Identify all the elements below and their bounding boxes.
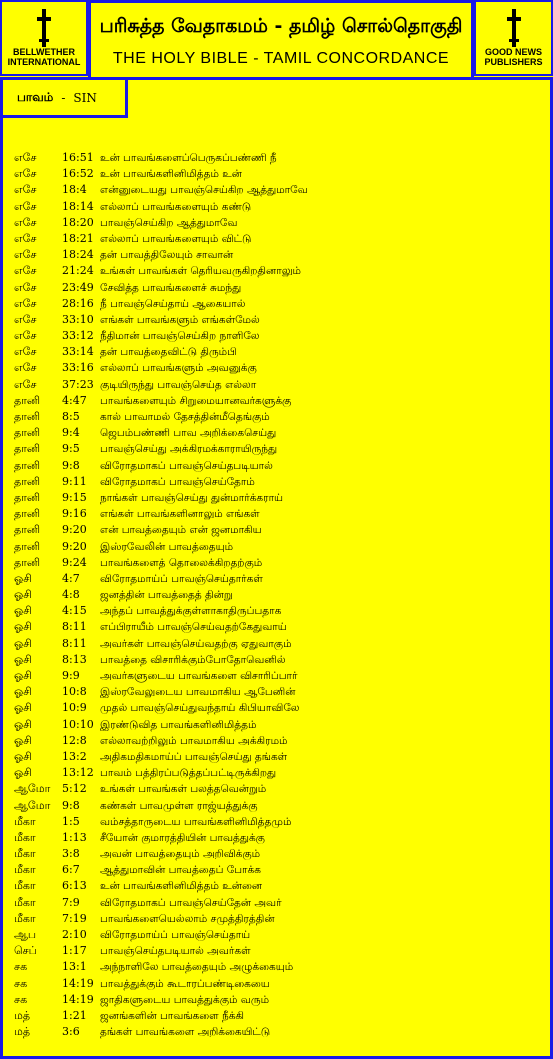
list-item [14,409,544,425]
entry-text: அவன் பாவத்தையும் அறிவிக்கும் [100,848,261,861]
entry-reference: 10:9 [62,701,87,715]
entry-book: தானி [14,555,41,569]
entry-book: சக [14,976,28,990]
list-item [14,700,544,716]
entry-book: எசே [14,151,37,164]
entry-reference: 8:5 [62,410,80,423]
entry-text: தங்கள் பாவங்களை அறிக்கையிட்டு [100,1026,271,1039]
entry-reference: 14:19 [62,976,94,990]
entry-text: ஜெபம்பண்ணி பாவ அறிக்கைசெய்து [100,427,277,440]
logo-line2: INTERNATIONAL [7,57,81,67]
list-item [14,312,544,328]
entry-book: தானி [14,426,41,440]
entry-reference: 1:21 [62,1008,87,1022]
list-item [14,231,544,247]
entry-book: ஓசி [14,620,32,634]
list-item [14,684,544,700]
logo-line1: GOOD NEWS [484,47,542,57]
entry-text: ஜாதிகளுடைய பாவத்துக்கும் வரும் [100,993,270,1006]
entry-text: பாவஞ்செய்தபடியால் அவர்கள் [100,945,251,958]
entry-text: பாவங்களையும் சிறுமையானவர்களுக்கு [100,394,292,407]
entry-reference: 33:10 [62,312,94,326]
list-item [14,846,544,862]
entry-text: பாவத்தை விசாரிக்கும்போதோவெனில் [100,653,286,666]
list-item [14,263,544,279]
list-item [14,798,544,814]
entry-book: தானி [14,523,41,537]
page-header [0,0,553,80]
entry-reference: 14:19 [62,992,94,1006]
entry-text: ஜனங்களின் பாவங்களை நீக்கி [100,1009,245,1022]
list-item [14,862,544,878]
list-item [14,927,544,943]
entry-reference: 33:14 [62,345,94,359]
entry-book: தானி [14,393,41,407]
entry-book: எசே [14,167,37,181]
list-item [14,377,544,393]
entry-book: தானி [14,474,41,488]
entry-reference: 23:49 [62,280,94,294]
entry-text: இஸ்ரவேலின் பாவத்தையும் [100,540,234,553]
list-item [14,1008,544,1024]
entry-reference: 9:20 [62,523,87,537]
entry-book: மீகா [14,863,36,877]
entry-reference: 18:20 [62,215,94,229]
entry-text: கால் பாவாமல் தேசத்தின்மீதெங்கும் [100,411,270,423]
entry-text: பாவஞ்செய்து அக்கிரமக்காராயிருந்து [100,443,278,456]
list-item [14,166,544,182]
entry-book: சக [14,992,28,1006]
entry-book: எசே [14,183,37,197]
entry-book: செப் [14,944,37,958]
entry-reference: 2:10 [62,928,87,941]
list-item [14,992,544,1008]
word-tamil: பாவம் [17,89,54,104]
cross-icon [507,9,521,47]
entry-book: தானி [14,410,41,423]
entry-text: தன் பாவத்திலேயும் சாவான் [100,249,234,262]
entry-book: மீகா [14,814,36,828]
entry-text: எங்கள் பாவங்களும் எங்கள்மேல் [100,313,260,326]
entry-book: எசே [14,199,37,213]
logo-line2: PUBLISHERS [484,57,543,67]
entry-text: பாவங்களைத் தொலைக்கிறதற்கும் [100,556,263,569]
entry-text: உன் பாவங்களினிமித்தம் உன் [100,168,242,181]
list-item [14,814,544,830]
list-item [14,328,544,344]
entry-book: ஆமோ [14,782,51,796]
entry-reference: 6:7 [62,863,80,877]
entry-reference: 10:10 [62,717,94,731]
entry-reference: 28:16 [62,296,94,310]
entry-book: ஓசி [14,669,32,682]
entry-book: ஓசி [14,701,32,715]
entry-reference: 21:24 [62,264,94,278]
entry-book: ஓசி [14,604,32,618]
entry-book: எசே [14,264,37,278]
entry-reference: 8:11 [62,620,87,634]
entry-book: ஓசி [14,685,32,699]
list-item [14,522,544,538]
entry-book: எசே [14,377,37,391]
entry-text: எல்லாப் பாவங்களும் அவனுக்கு [100,362,257,375]
entry-text: சீயோன் குமாரத்தியின் பாவத்துக்கு [100,831,265,844]
entry-text: என் பாவத்தையும் என் ஜனமாகிய [100,524,262,537]
list-item [14,733,544,749]
frame-left-border [0,118,3,1059]
list-item [14,296,544,312]
word-english: SIN [73,90,97,105]
entry-text: கண்கள் பாவமுள்ள ராஜ்யத்துக்கு [100,799,258,812]
entry-text: பாவம் பத்திரப்படுத்தப்பட்டிருக்கிறது [100,767,277,780]
list-item [14,830,544,846]
entry-reference: 9:8 [62,798,80,812]
entry-book: ஆப [14,928,37,941]
entry-reference: 9:20 [62,539,87,553]
entry-reference: 33:16 [62,361,94,375]
entry-text: அந்நாளிலே பாவத்தையும் அழுக்கையும் [100,961,294,974]
entry-reference: 1:5 [62,814,80,828]
entry-book: எசே [14,329,37,343]
entry-book: மத் [14,1025,31,1039]
entry-text: எப்பிராயீம் பாவஞ்செய்வதற்கேதுவாய் [100,621,287,634]
list-item [14,587,544,603]
entry-book: ஓசி [14,571,32,585]
list-item [14,393,544,409]
bellwether-logo [0,0,88,76]
list-item [14,474,544,490]
entry-reference: 33:12 [62,329,94,343]
page-title-english: THE HOLY BIBLE - TAMIL CONCORDANCE [112,49,450,67]
list-item [14,765,544,781]
entry-text: விரோதமாகப் பாவஞ்செய்தோம் [100,475,255,488]
list-item [14,441,544,457]
entry-book: எசே [14,280,37,294]
list-item [14,717,544,733]
entry-book: தானி [14,539,41,553]
list-item [14,911,544,927]
entry-text: பாவஞ்செய்கிற ஆத்துமாவே [100,216,238,229]
list-item [14,1024,544,1040]
entry-reference: 3:8 [62,847,80,861]
entry-reference: 16:52 [62,167,94,181]
list-item [14,215,544,231]
list-item [14,182,544,198]
entry-text: பாவத்துக்கும் கூடாரப்பண்டிகையை [100,977,270,990]
list-item [14,976,544,992]
cross-icon [37,9,51,47]
entry-text: நீ பாவஞ்செய்தாய் ஆகையால் [100,297,246,310]
entry-reference: 3:6 [62,1025,80,1039]
entry-text: அவர்களுடைய பாவங்களை விசாரிப்பார் [100,670,298,682]
list-item [14,636,544,652]
list-item [14,781,544,797]
entry-book: எசே [14,248,37,262]
entry-book: ஓசி [14,766,32,780]
entry-reference: 18:14 [62,199,94,213]
entry-reference: 13:1 [62,960,87,974]
list-item [14,458,544,474]
entry-book: எசே [14,345,37,359]
entry-book: மீகா [14,830,36,844]
entry-text: உன் பாவங்களைப்பெருகப்பண்ணி நீ [100,152,277,164]
entry-reference: 9:11 [62,474,87,488]
entry-text: நாங்கள் பாவஞ்செய்து துன்மார்க்கராய் [100,491,284,504]
entry-text: முதல் பாவஞ்செய்துவந்தாய் கிபியாவிலே [100,702,300,715]
entry-text: பாவங்களையெல்லாம் சமுத்திரத்தின் [100,912,275,925]
entry-reference: 13:2 [62,749,87,763]
entry-book: மத் [14,1008,31,1022]
list-item [14,895,544,911]
entry-book: ஓசி [14,749,32,763]
entry-text: தன் பாவத்தைவிட்டு திரும்பி [100,346,237,359]
entry-book: மீகா [14,911,36,925]
list-item [14,360,544,376]
entry-text: வம்சத்தாருடைய பாவங்களினிமித்தமும் [100,815,292,828]
entry-text: இரண்டுவித பாவங்களினிமித்தம் [100,718,257,731]
entry-text: அவர்கள் பாவஞ்செய்வதற்கு ஏதுவாகும் [100,637,292,650]
entry-text: என்னுடையது பாவஞ்செய்கிற ஆத்துமாவே [100,184,308,197]
entry-reference: 9:5 [62,442,80,456]
page-title-tamil: பரிசுத்த வேதாகமம் - தமிழ் சொல்தொகுதி [99,14,463,37]
entry-text: விரோதமாகப் பாவஞ்செய்தபடியால் [100,459,273,472]
list-item [14,603,544,619]
entry-book: தானி [14,442,41,456]
entry-text: அந்தப் பாவத்துக்குள்ளாகாதிருப்பதாக [100,605,282,618]
entry-reference: 18:24 [62,248,94,262]
entry-text: எங்கள் பாவங்களினாலும் எங்கள் [100,508,260,521]
entry-text: எல்லாப் பாவங்களையும் கண்டு [100,200,252,213]
entry-reference: 7:19 [62,911,87,925]
list-item [14,619,544,635]
list-item [14,199,544,215]
logo-line1: BELLWETHER [13,47,75,57]
entry-book: எசே [14,361,37,375]
goodnews-logo [474,0,553,76]
entry-reference: 5:12 [62,782,87,796]
entry-reference: 9:15 [62,490,87,504]
entry-book: ஆமோ [14,798,51,812]
list-item [14,555,544,571]
list-item [14,539,544,555]
entry-book: எசே [14,231,37,245]
entry-book: ஓசி [14,652,32,666]
entry-text: எல்லாவற்றிலும் பாவமாகிய அக்கிரமம் [100,734,288,747]
entry-book: எசே [14,215,37,229]
entry-text: உன் பாவங்களினிமித்தம் உன்னை [100,880,263,893]
list-item [14,490,544,506]
entry-reference: 8:11 [62,636,87,650]
entry-text: ஜனத்தின் பாவத்தைத் தின்று [100,589,233,602]
entry-reference: 9:9 [62,669,80,682]
entry-reference: 12:8 [62,733,87,747]
search-word-box [0,80,128,118]
entry-text: விரோதமாய்ப் பாவஞ்செய்தாய் [100,929,251,941]
entry-text: அதிகமதிகமாய்ப் பாவஞ்செய்து தங்கள் [100,750,288,763]
entry-reference: 1:17 [62,944,87,958]
entry-text: எல்லாப் பாவங்களையும் விட்டு [100,232,252,245]
entry-book: ஓசி [14,588,32,602]
entry-book: எசே [14,296,37,310]
entry-text: சேவித்த பாவங்களைச் சுமந்து [100,281,242,294]
title-box [88,0,474,80]
entry-reference: 4:8 [62,588,80,602]
concordance-list [14,150,544,1040]
entry-reference: 13:12 [62,766,94,780]
entry-reference: 7:9 [62,895,80,909]
entry-reference: 18:21 [62,231,94,245]
entry-book: தானி [14,507,41,521]
entry-reference: 10:8 [62,685,87,699]
entry-text: குடியிருந்து பாவஞ்செய்த எல்லா [100,378,257,391]
entry-reference: 1:13 [62,830,87,844]
list-item [14,425,544,441]
list-item [14,668,544,684]
list-item [14,959,544,975]
entry-reference: 37:23 [62,377,94,391]
entry-reference: 9:8 [62,458,80,472]
entry-reference: 6:13 [62,879,87,893]
entry-reference: 18:4 [62,183,87,197]
entry-reference: 9:4 [62,426,80,440]
entry-book: சக [14,960,28,974]
entry-text: உங்கள் பாவங்கள் தெரியவருகிறதினாலும் [100,265,301,278]
entry-reference: 4:15 [62,604,87,618]
entry-text: ஆத்துமாவின் பாவத்தைப் போக்க [100,864,261,877]
list-item [14,878,544,894]
list-item [14,506,544,522]
entry-book: மீகா [14,895,36,909]
entry-text: விரோதமாய்ப் பாவஞ்செய்தார்கள் [100,572,263,585]
entry-book: எசே [14,312,37,326]
list-item [14,652,544,668]
entry-reference: 8:13 [62,652,87,666]
list-item [14,280,544,296]
entry-text: நீதிமான் பாவஞ்செய்கிற நாளிலே [100,330,260,343]
entry-text: விரோதமாகப் பாவஞ்செய்தேன் அவர் [100,896,282,909]
entry-reference: 9:24 [62,555,87,569]
entry-reference: 4:7 [62,571,80,585]
entry-reference: 16:51 [62,151,94,164]
list-item [14,247,544,263]
entry-book: மீகா [14,879,36,893]
entry-book: ஓசி [14,733,32,747]
list-item [14,150,544,166]
entry-reference: 9:16 [62,507,87,521]
entry-book: தானி [14,458,41,472]
entry-book: தானி [14,490,41,504]
word-separator: - [61,90,66,105]
entry-book: ஓசி [14,717,32,731]
list-item [14,571,544,587]
entry-text: இஸ்ரவேலுடைய பாவமாகிய ஆபேனின் [100,686,296,699]
list-item [14,943,544,959]
entry-book: மீகா [14,847,36,861]
entry-text: உங்கள் பாவங்கள் பலத்தவென்றும் [100,783,267,796]
entry-reference: 4:47 [62,393,87,407]
list-item [14,749,544,765]
list-item [14,344,544,360]
entry-book: ஓசி [14,636,32,650]
